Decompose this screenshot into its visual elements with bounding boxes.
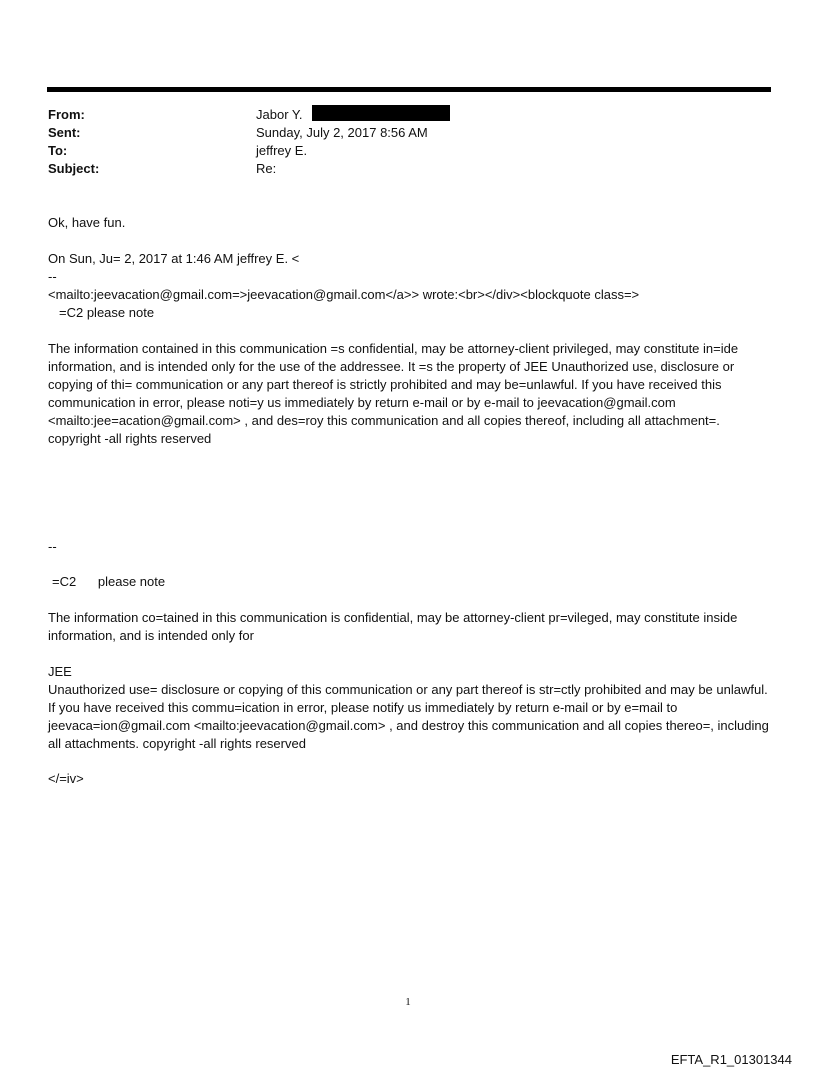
reply-text: Ok, have fun.: [48, 215, 126, 230]
disclaimer-paragraph: Unauthorized use= disclosure or copying of this communication or any part thereof is str=ctly prohibited and may be unlawful. If you have received this commu=ication in error, please notify us immediately by return e-mail or by e=mail to jeevaca=ion@gmail.com <mailto:jeevacation@gmail.com> , and destroy this communication and all copies thereo=, including all attachments. copyright -all rights reserved: [48, 682, 769, 751]
mailto-line: <mailto:jeevacation@gmail.com=>jeevacation@gmail.com</a>> wrote:<br></div><blockquote class=>: [48, 287, 640, 302]
redaction-bar: [312, 105, 450, 121]
c2-note: =C2 please note: [52, 574, 166, 589]
header-rule: [47, 87, 771, 92]
to-label: To:: [48, 143, 68, 158]
sent-value: Sunday, July 2, 2017 8:56 AM: [256, 125, 428, 140]
c2-note: =C2 please note: [59, 305, 155, 320]
subject-label: Subject:: [48, 161, 100, 176]
closing-tag: </=iv>: [48, 771, 84, 786]
page-number: 1: [405, 996, 411, 1008]
disclaimer-paragraph: The information co=tained in this communication is confidential, may be attorney-client pr=vileged, may constitute inside information, and is intended only for: [48, 610, 738, 643]
jee-line: JEE: [48, 664, 72, 679]
sent-label: Sent:: [48, 125, 81, 140]
from-label: From:: [48, 107, 85, 122]
separator-dashes: --: [48, 539, 57, 554]
quote-intro: On Sun, Ju= 2, 2017 at 1:46 AM jeffrey E. <: [48, 251, 300, 266]
disclaimer-paragraph: The information contained in this communication =s confidential, may be attorney-client privileged, may constitute in=ide information, and is intended only for the use of the addressee. It =s the property of JEE Unauthorized use, disclosure or copying of thi= communication or any part thereof is strictly prohibited and may be=unlawful. If you have received this communication in error, please noti=y us immediately by return e-mail or by e-mail to jeevacation@gmail.com <mailto:jee=acation@gmail.com> , and des=roy this communication and all copies thereof, including all attachment=. copyright -all rights reserved: [48, 341, 739, 446]
to-value: jeffrey E.: [256, 143, 308, 158]
from-value: Jabor Y.: [256, 107, 303, 122]
document-id: EFTA_R1_01301344: [670, 1052, 792, 1067]
subject-value: Re:: [256, 161, 277, 176]
separator-dashes: --: [48, 269, 57, 284]
